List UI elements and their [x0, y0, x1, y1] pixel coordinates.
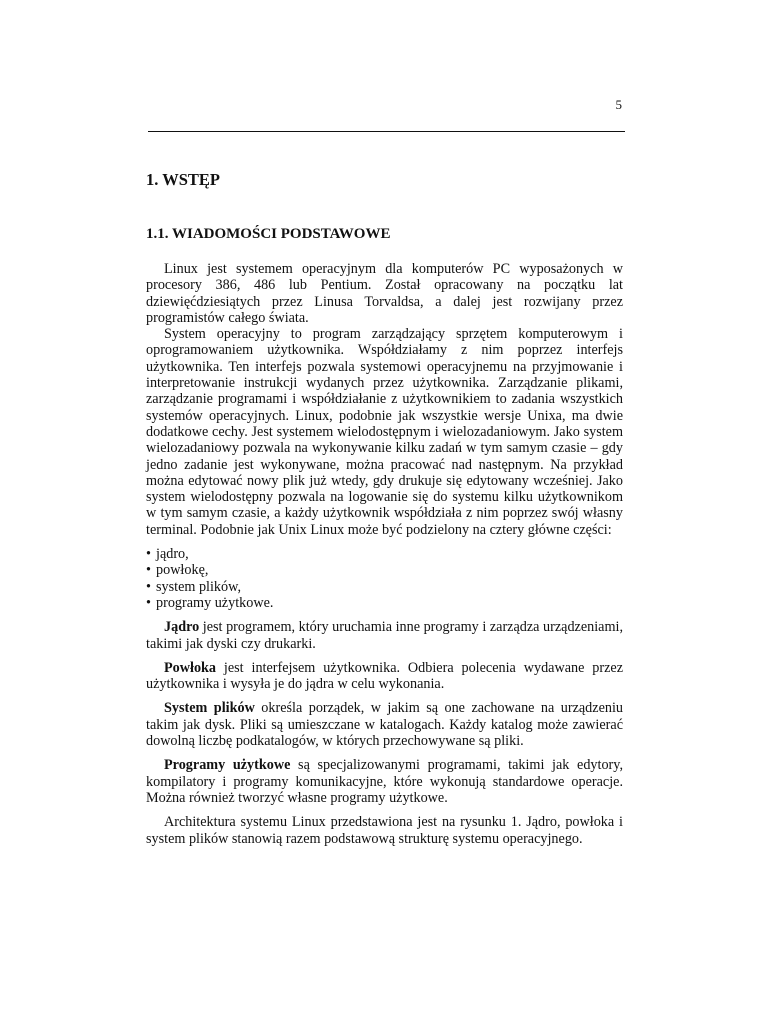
page-number: 5	[615, 97, 622, 112]
bullet-icon: •	[146, 594, 151, 611]
term-kernel: Jądro	[164, 619, 200, 636]
paragraph-applications: Programy użytkowe są specjalizowanymi programami, takimi jak edytory, kompilatory i programy komunikacyjne, które wykonują standardowe operacje. Można również tworzyć własne programy użytkowe.	[146, 757, 623, 806]
term-applications: Programy użytkowe	[164, 757, 291, 774]
paragraph-architecture: Architektura systemu Linux przedstawiona jest na rysunku 1. Jądro, powłoka i system plików stanowią razem podstawową strukturę systemu operacyjnego.	[146, 814, 623, 847]
paragraph-os-definition: System operacyjny to program zarządzający sprzętem komputerowym i oprogramowaniem użytkownika. Współdziałamy z nim poprzez interfejs użytkownika. Ten interfejs pozwala systemowi operacyjnemu na przyjmowanie i interpretowanie instrukcji wydanych przez użytkownika. Zarządzanie plikami, zarządzanie programami i współdziałanie z użytkownikiem to zadania wszystkich systemów operacyjnych. Linux, podobnie jak wszystkie wersje Unixa, ma dwie dodatkowe cechy. Jest systemem wielodostępnym i wielozadaniowym. Jako system wielozadaniowy pozwala na wykonywanie kilku zadań w tym samym czasie – gdy jedno zadanie jest wykonywane, można pracować nad następnym. Na przykład można edytować nowy plik już wtedy, gdy drukuje się edytowany wcześniej. Jako system wielodostępny pozwala na logowanie się do systemu kilku użytkownikom w tym samym czasie, a każdy użytkownik współdziała z nim poprzez swój własny terminal. Podobnie jak Unix Linux może być podzielony na cztery główne części:	[146, 326, 623, 538]
list-item: • programy użytkowe.	[146, 594, 274, 611]
chapter-title: 1. WSTĘP	[146, 170, 220, 189]
bullet-icon: •	[146, 546, 151, 563]
list-item: • jądro,	[146, 546, 189, 563]
paragraph-shell: Powłoka jest interfejsem użytkownika. Odbiera polecenia wydawane przez użytkownika i wysyła je do jądra w celu wykonania.	[146, 659, 623, 693]
term-shell: Powłoka	[164, 659, 217, 676]
bullet-icon: •	[146, 562, 151, 579]
section-title: 1.1. WIADOMOŚCI PODSTAWOWE	[146, 226, 391, 242]
bullet-icon: •	[146, 578, 151, 595]
header-rule	[148, 131, 625, 132]
paragraph-intro: Linux jest systemem operacyjnym dla komputerów PC wyposażonych w procesory 386, 486 lub Pentium. Został opracowany na początku lat dziewięćdziesiątych przez Linusa Torvaldsa, a dalej jest rozwijany przez programistów całego świata.	[146, 261, 623, 326]
paragraph-filesystem: System plików określa porządek, w jakim są one zachowane na urządzeniu takim jak dysk. Pliki są umieszczane w katalogach. Każdy katalog może zawierać dowolną liczbę podkatalogów, w których przechowywane są pliki.	[146, 700, 624, 750]
paragraph-kernel: Jądro jest programem, który uruchamia inne programy i zarządza urządzeniami, takimi jak dyski czy drukarki.	[146, 619, 623, 652]
page-content	[146, 170, 623, 847]
parts-list	[146, 546, 623, 611]
list-item: • system plików,	[146, 578, 241, 595]
list-item: • powłokę,	[146, 562, 209, 579]
term-filesystem: System plików	[164, 700, 255, 717]
